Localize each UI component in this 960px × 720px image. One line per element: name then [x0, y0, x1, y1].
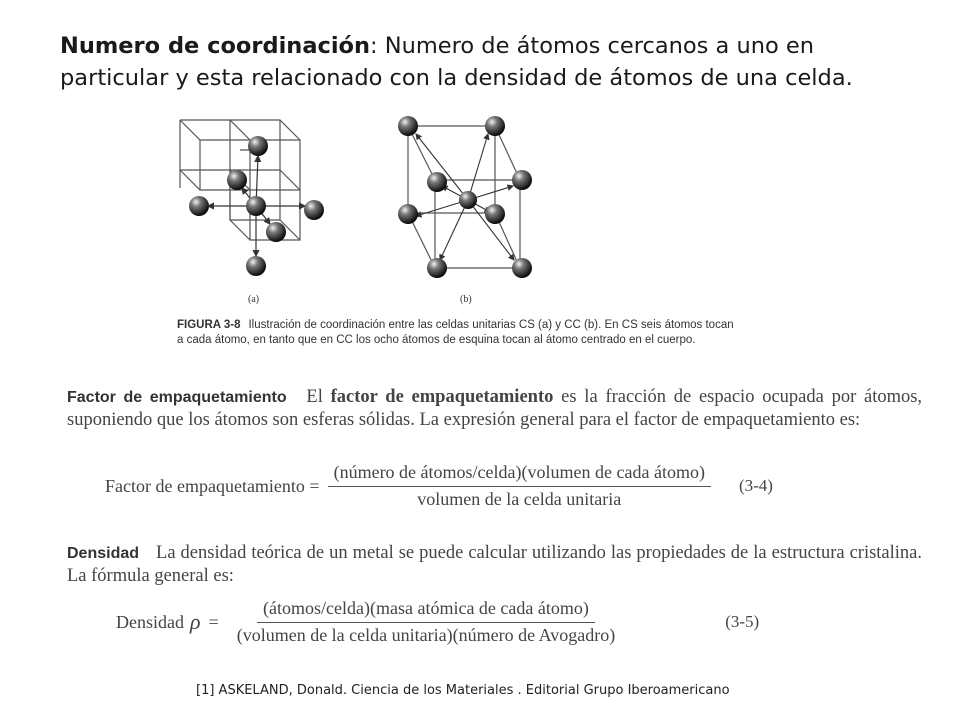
packing-eq-denominator: volumen de la celda unitaria — [417, 489, 622, 509]
slide-title — [60, 30, 920, 94]
density-fraction — [237, 598, 616, 646]
packing-intro: El — [306, 387, 323, 407]
density-eq-symbol: ρ — [189, 609, 201, 634]
title-definition: : Numero de átomos cercanos a uno en particular y esta relacionado con la densidad de átomos de una celda. — [60, 33, 853, 91]
density-equation — [116, 598, 759, 646]
density-eq-number: (3-5) — [725, 612, 760, 631]
density-eq-numerator: (átomos/celda)(masa atómica de cada átomo) — [257, 598, 595, 623]
coordination-figure — [170, 108, 560, 308]
figure-label-b: (b) — [460, 294, 472, 305]
packing-eq-numerator: (número de átomos/celda)(volumen de cada átomo) — [328, 462, 711, 487]
packing-text: es la fracción de espacio ocupada por átomos, suponiendo que los átomos son esferas sólidas. La expresión general para el factor de empaquetamiento es: — [67, 387, 923, 430]
packing-eq-lhs: Factor de empaquetamiento = — [105, 475, 320, 496]
density-eq-denominator: (volumen de la celda unitaria)(número de Avogadro) — [236, 625, 616, 645]
packing-equation — [105, 462, 773, 510]
packing-factor-paragraph — [67, 386, 922, 432]
packing-heading: Factor de empaquetamiento — [67, 389, 287, 406]
packing-fraction — [328, 462, 711, 510]
caption-text: Ilustración de coordinación entre las celdas unitarias CS (a) y CC (b). En CS seis átomos tocan a cada átomo, en tanto que en CC los ocho átomos de esquina tocan al átomo centrado en el cuerpo. — [177, 319, 734, 346]
reference-citation: [1] ASKELAND, Donald. Ciencia de los Materiales . Editorial Grupo Iberoamericano — [196, 683, 730, 698]
density-paragraph — [67, 542, 922, 588]
packing-eq-number: (3-4) — [738, 476, 773, 495]
density-eq-equals: = — [208, 611, 219, 632]
caption-label: FIGURA 3-8 — [177, 319, 241, 331]
density-eq-lhs: Densidad — [116, 611, 184, 632]
bcc-atoms — [398, 116, 532, 278]
figure-label-a: (a) — [248, 294, 260, 305]
density-heading: Densidad — [67, 545, 140, 562]
density-text: La densidad teórica de un metal se puede calcular utilizando las propiedades de la estructura cristalina. La fórmula general es: — [67, 543, 923, 586]
title-term: Numero de coordinación — [60, 33, 371, 59]
packing-term: factor de empaquetamiento — [330, 387, 554, 407]
figure-caption — [177, 318, 737, 348]
